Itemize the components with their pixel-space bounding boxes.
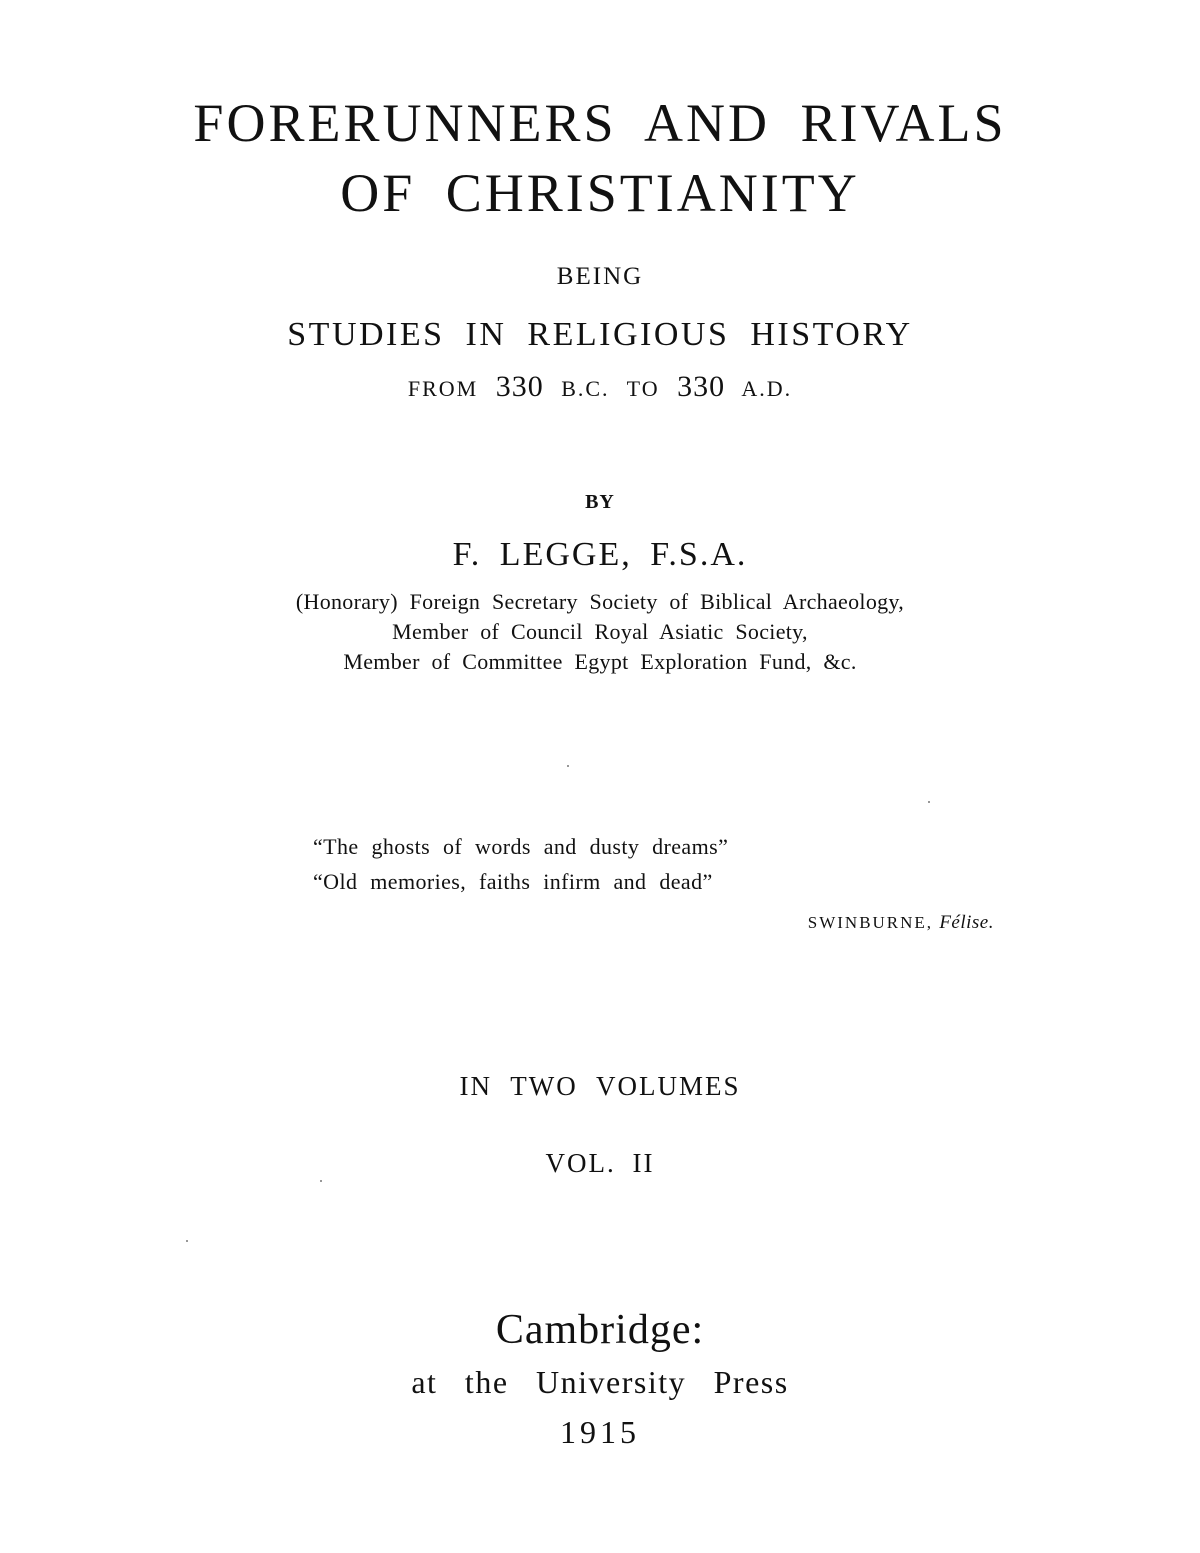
- dates-start-era: B.C.: [561, 376, 610, 401]
- scan-speck: [186, 1240, 188, 1242]
- dates-end-era: A.D.: [741, 376, 793, 401]
- scan-speck: [928, 801, 930, 803]
- scan-speck: [567, 765, 569, 767]
- author-credential-3: Member of Committee Egypt Exploration Fund, &c.: [343, 649, 857, 674]
- epigraph-line-1: “The ghosts of words and dusty dreams”: [313, 834, 729, 859]
- epigraph-author: SWINBURNE,: [807, 913, 934, 932]
- book-title-line-2: OF CHRISTIANITY: [340, 163, 860, 223]
- byline-by: BY: [585, 491, 615, 513]
- epigraph-attribution: [808, 913, 994, 932]
- epigraph-work: Félise.: [939, 912, 994, 933]
- dates-from: FROM: [407, 376, 479, 401]
- author-credential-1: (Honorary) Foreign Secretary Society of Biblical Archaeology,: [295, 589, 905, 614]
- edition-volumes: IN TWO VOLUMES: [459, 1071, 741, 1101]
- dates-end-number: 330: [677, 370, 726, 403]
- dates-to: TO: [626, 376, 660, 401]
- author-name: F. LEGGE, F.S.A.: [452, 536, 748, 573]
- imprint-year: 1915: [560, 1414, 640, 1450]
- imprint-city: Cambridge:: [495, 1307, 705, 1353]
- subtitle-studies: STUDIES IN RELIGIOUS HISTORY: [287, 316, 913, 353]
- dates-start-number: 330: [495, 370, 544, 403]
- author-credential-2: Member of Council Royal Asiatic Society,: [392, 619, 808, 644]
- scan-speck: [320, 1180, 322, 1182]
- subtitle-being: BEING: [556, 263, 644, 290]
- book-title-line-1: FORERUNNERS AND RIVALS: [193, 93, 1007, 153]
- imprint-press: at the University Press: [411, 1364, 789, 1400]
- edition-volume-number: VOL. II: [545, 1148, 655, 1178]
- subtitle-dates: [0, 372, 1200, 402]
- epigraph-line-2: “Old memories, faiths infirm and dead”: [313, 869, 713, 894]
